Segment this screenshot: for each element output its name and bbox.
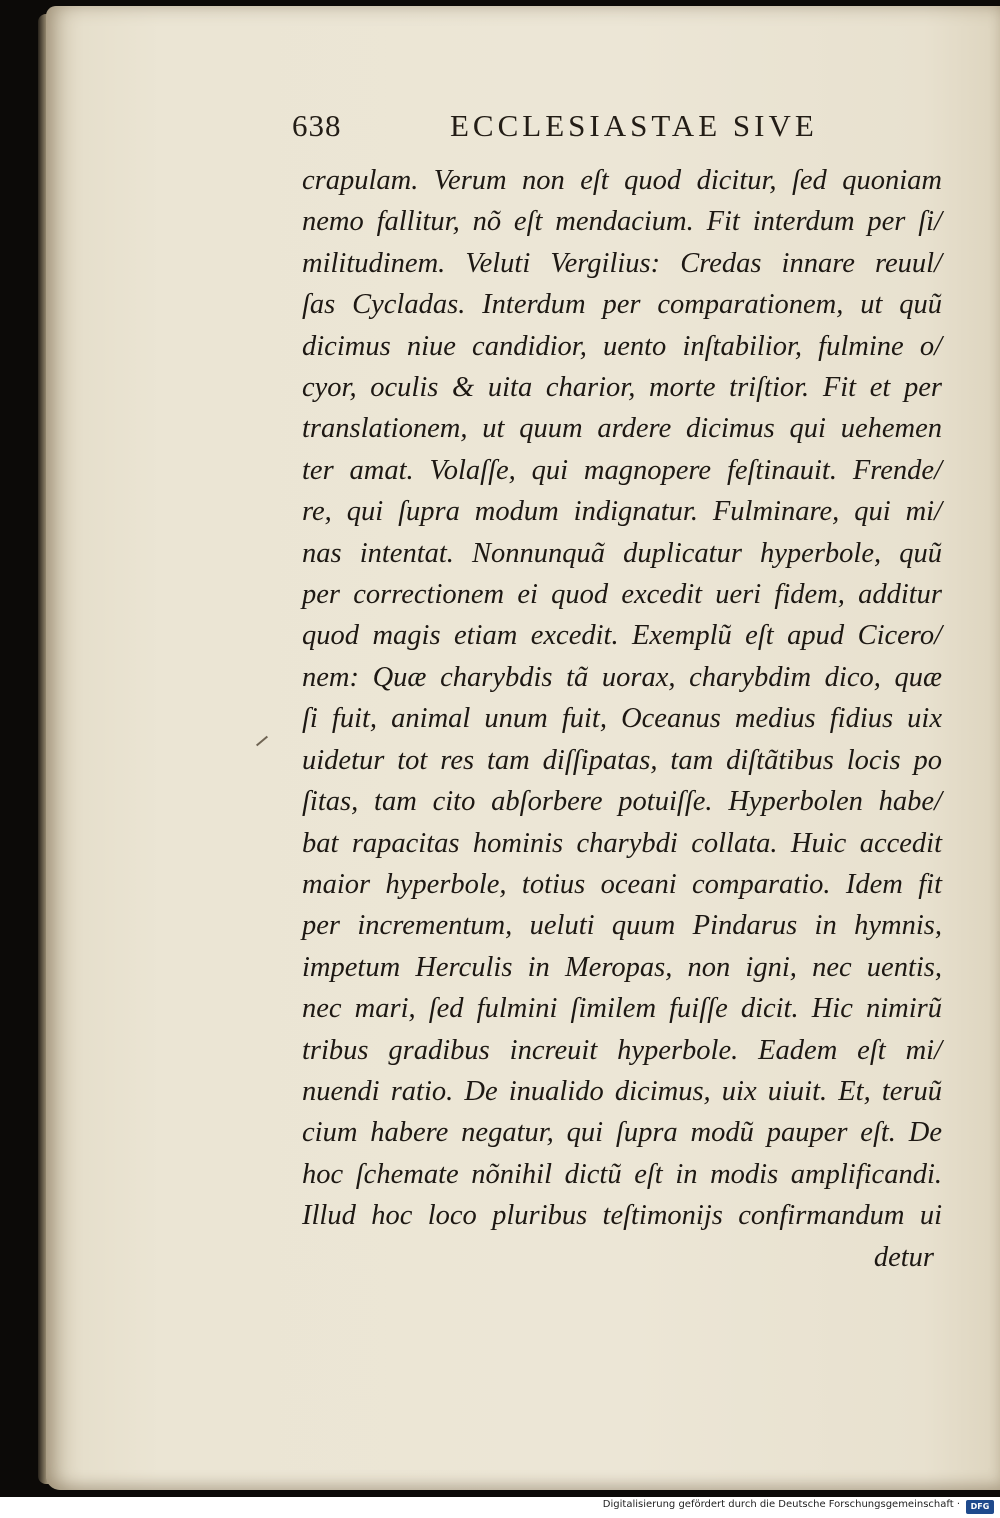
page-number: 638: [292, 108, 342, 143]
text-line: cium habere negatur, qui ſupra modũ pauper eſt. De: [302, 1117, 942, 1149]
catchword: detur: [873, 1241, 934, 1273]
text-line: maior hyperbole, totius oceani comparatio. Idem fit: [302, 868, 942, 900]
text-line: nemo fallitur, nõ eſt mendacium. Fit interdum per ſi/: [302, 206, 942, 238]
text-line: cyor, oculis & uita charior, morte triſtior. Fit et per: [302, 372, 942, 404]
text-line: nas intentat. Nonnunquã duplicatur hyperbole, quũ: [302, 537, 942, 569]
text-line: ter amat. Volaſſe, qui magnopere feſtinauit. Frende/: [302, 454, 942, 486]
text-line: re, qui ſupra modum indignatur. Fulminare, qui mi/: [302, 496, 942, 528]
text-line: per correctionem ei quod excedit ueri fidem, additur: [302, 579, 942, 611]
text-line: dicimus niue candidior, uento inſtabilior, fulmine o/: [302, 330, 942, 362]
text-line: nec mari, ſed fulmini ſimilem fuiſſe dicit. Hic nimirũ: [302, 993, 942, 1025]
text-line: crapulam. Verum non eſt quod dicitur, ſed quoniam: [302, 165, 942, 196]
text-line: bat rapacitas hominis charybdi collata. Huic accedit: [302, 827, 942, 859]
text-line: ſi fuit, animal unum fuit, Oceanus medius fidius uix: [302, 703, 942, 735]
text-line: nuendi ratio. De inualido dicimus, uix uiuit. Et, teruũ: [302, 1075, 942, 1107]
running-head: ECCLESIASTAE SIVE: [450, 108, 818, 143]
text-line: ſas Cycladas. Interdum per comparationem, ut quũ: [302, 289, 942, 321]
page-header: [292, 108, 902, 158]
body-text: [302, 160, 942, 1278]
footer-bar: [0, 1497, 1000, 1518]
text-line: tribus gradibus increuit hyperbole. Eadem eſt mi/: [302, 1034, 942, 1066]
text-line: nem: Quæ charybdis tã uorax, charybdim dico, quæ: [302, 661, 942, 693]
text-line: militudinem. Veluti Vergilius: Credas innare reuul/: [302, 247, 942, 279]
text-line: hoc ſchemate nõnihil dictũ eſt in modis amplificandi.: [302, 1158, 942, 1190]
dfg-logo: DFG: [966, 1500, 994, 1514]
text-line: impetum Herculis in Meropas, non igni, nec uentis,: [302, 951, 942, 983]
text-line: Illud hoc loco pluribus teſtimonijs confirmandum ui: [302, 1200, 942, 1232]
text-line: translationem, ut quum ardere dicimus qui uehemen: [302, 413, 942, 445]
text-line: uidetur tot res tam diſſipatas, tam diſtãtibus locis po: [302, 744, 942, 776]
digitization-credit: Digitalisierung gefördert durch die Deutsche Forschungsgemeinschaft ·: [602, 1499, 960, 1510]
text-line: quod magis etiam excedit. Exemplũ eſt apud Cicero/: [302, 620, 942, 652]
text-line: ſitas, tam cito abſorbere potuiſſe. Hyperbolen habe/: [302, 786, 942, 818]
text-line: per incrementum, ueluti quum Pindarus in hymnis,: [302, 910, 942, 942]
